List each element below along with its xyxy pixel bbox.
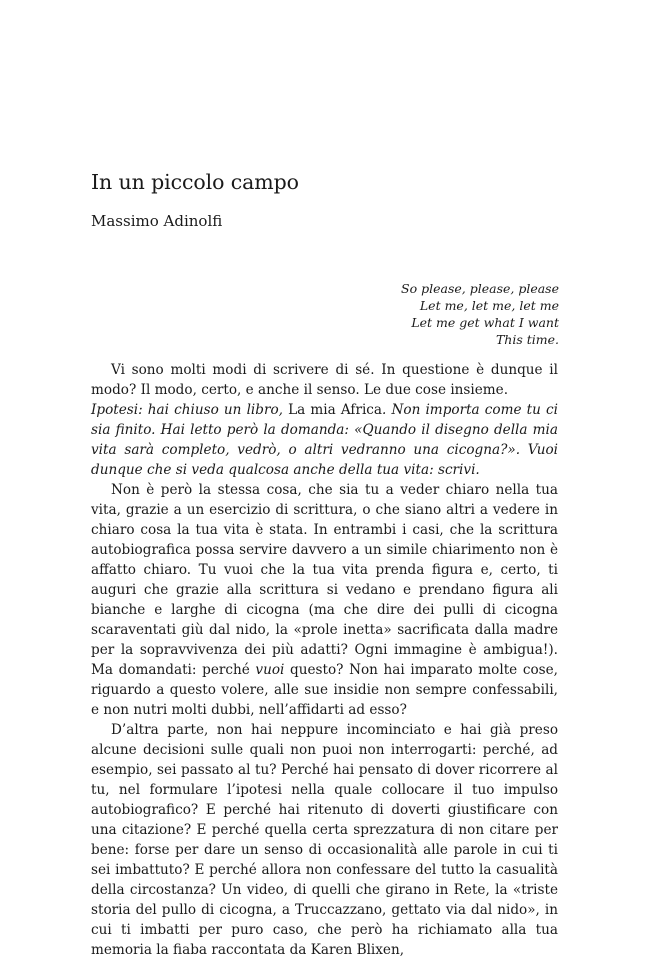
book-title: La mia Africa xyxy=(282,402,383,418)
paragraph: D’altra parte, non hai neppure incominciato e hai già preso alcune decisioni sulle quali non puoi non interrogarti: perché, ad esempio, sei passato al tu? Perché hai pensato di dover ricorrere al tu, nel formulare l’ipotesi nella quale collocare il tuo impulso autobiografico? E perché hai ritenuto di doverti giustificare con una citazione? E perché quella certa sprezzatura di non citare per bene: forse per dare un senso di occasionalità alle parole in cui ti sei imbattuto? E perché allora non confessare del tutto la casualità della circostanza? Un video, di quelli che girano in Rete, la «triste storia del pullo di cicogna, a Truccazzano, gettato via dal nido», in cui ti imbatti per puro caso, che però ha richiamato alla tua memoria la fiaba raccontata da Karen Blixen, xyxy=(91,722,558,958)
epigraph xyxy=(401,280,559,348)
emphasis: vuoi xyxy=(255,662,285,678)
epigraph-line: Let me, let me, let me xyxy=(419,298,559,313)
italic-quote-block xyxy=(91,400,558,480)
paragraph-text: Non è però la stessa cosa, che sia tu a veder chiaro nella tua vita, grazie a un esercizio di scrittura, o che siano altri a vedere in chiaro cosa la tua vita è stata. In entrambi i casi, che la scrittura autobiografica possa servire davvero a un simile chiarimento non è affatto chiaro. Tu vuoi che la tua vita prenda figura e, certo, ti auguri che grazie alla scrittura si vedano e prendano figura ali bianche e larghe di cicogna (ma che dire dei pulli di cicogna scaraventati giù dal nido, la «prole inetta» sacrificata dalla madre per la sopravvivenza dei più adatti? Ogni immagine è ambigua!). Ma domandati: perché xyxy=(91,482,558,678)
chapter-title: In un piccolo campo xyxy=(91,170,299,194)
epigraph-line: Let me get what I want xyxy=(411,315,559,330)
quote-text: Ipotesi: hai chiuso un libro, xyxy=(91,402,283,418)
epigraph-line: So please, please, please xyxy=(401,281,559,296)
paragraph-text: questo? Non hai imparato molte cose, riguardo a questo volere, alle sue insidie non sempre confessabili, e non nutri molti dubbi, nell’affidarti ad esso? xyxy=(91,662,558,718)
epigraph-line: This time. xyxy=(495,332,559,347)
body-text xyxy=(91,360,558,960)
paragraph xyxy=(91,480,558,720)
quote-text: . Non importa come tu ci sia finito. Hai letto però la domanda: «Quando il disegno della mia vita sarà completo, vedrò, o altri vedranno una cicogna?». Vuoi dunque che si veda qualcosa anche della tua vita: scrivi. xyxy=(91,402,558,478)
author-name: Massimo Adinolfi xyxy=(91,212,223,230)
paragraph: Vi sono molti modi di scrivere di sé. In questione è dunque il modo? Il modo, certo, e anche il senso. Le due cose insieme. xyxy=(91,362,558,398)
